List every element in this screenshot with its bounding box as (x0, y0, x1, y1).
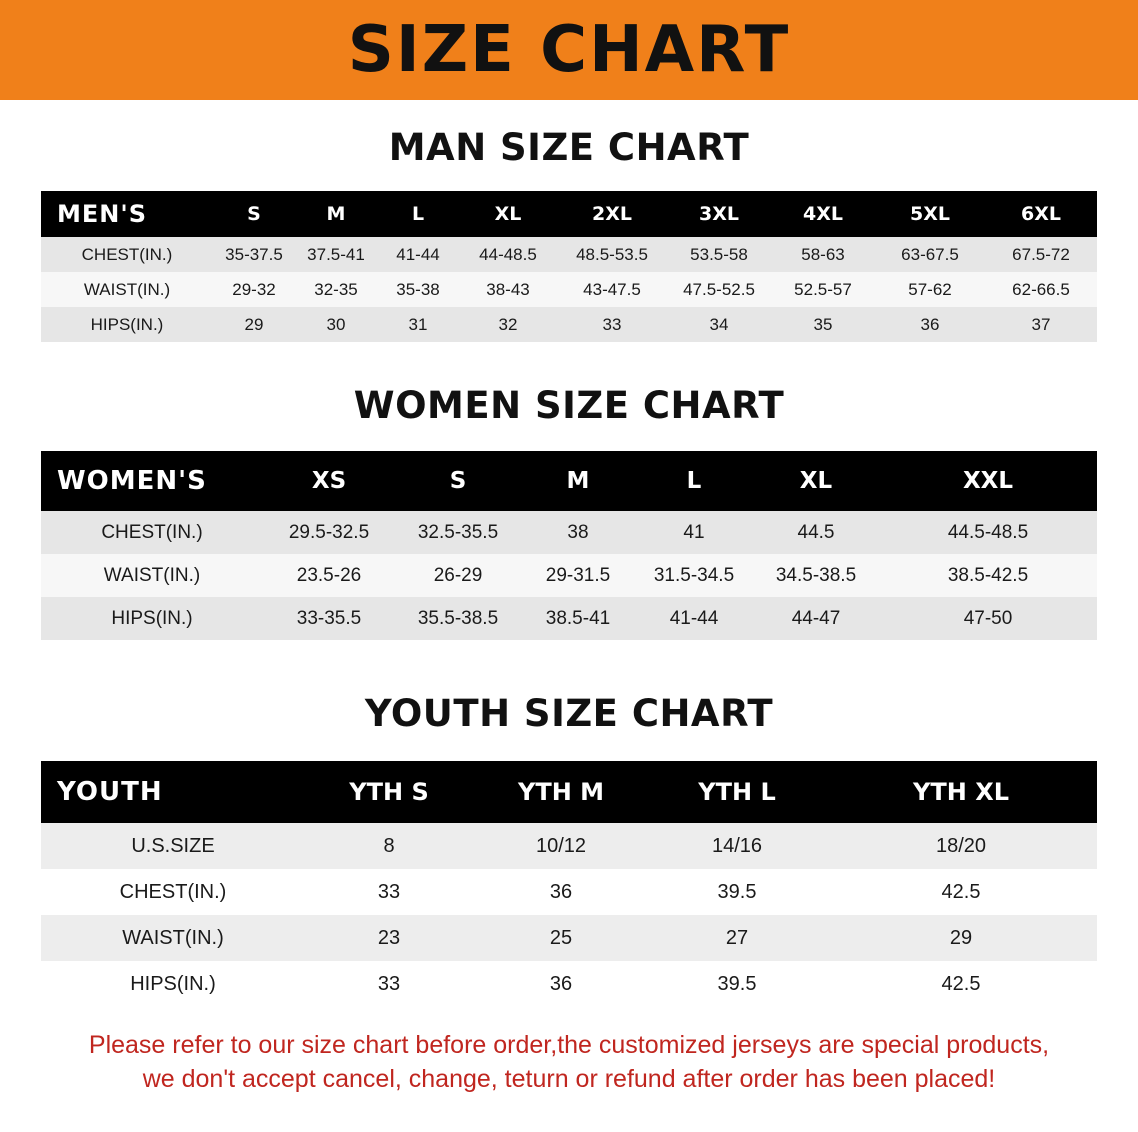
cell: 44-47 (791, 607, 841, 629)
cell: 14/16 (711, 834, 763, 857)
cell: 35-37.5 (225, 244, 283, 264)
cell: 18/20 (935, 834, 987, 857)
page-title: SIZE CHART (347, 13, 791, 87)
cell: 48.5-53.5 (576, 244, 648, 264)
cell: 42.5 (941, 972, 981, 995)
row-label: CHEST(IN.) (119, 880, 227, 903)
cell: 52.5-57 (794, 279, 852, 299)
col-header: L (686, 468, 702, 494)
row-label: WAIST(IN.) (83, 279, 171, 299)
table-row (41, 869, 1097, 915)
youth-table-wrapper (0, 761, 1138, 1007)
row-label: HIPS(IN.) (90, 314, 164, 334)
table-header-row (41, 191, 1097, 237)
table-header-row (41, 761, 1097, 823)
cell: 38 (567, 521, 589, 543)
cell: 10/12 (535, 834, 587, 857)
cell: 29 (949, 926, 973, 949)
women-section-heading: WOMEN SIZE CHART (353, 384, 785, 427)
cell: 32-35 (314, 279, 358, 299)
row-label: U.S.SIZE (131, 834, 215, 857)
row-label: HIPS(IN.) (111, 607, 193, 629)
col-header: XS (311, 468, 347, 494)
row-label: WAIST(IN.) (122, 926, 224, 949)
cell: 33 (377, 880, 401, 903)
col-header: XXL (962, 468, 1014, 494)
col-header: 6XL (1021, 203, 1061, 225)
cell: 25 (549, 926, 573, 949)
disclaimer-line-2: we don't accept cancel, change, teturn or refund after order has been placed! (142, 1064, 996, 1093)
cell: 63-67.5 (901, 244, 959, 264)
cell: 33 (377, 972, 401, 995)
col-header: YTH M (517, 778, 605, 806)
table-row (41, 237, 1097, 272)
col-header: 2XL (592, 203, 632, 225)
cell: 35 (813, 314, 833, 334)
cell: 39.5 (717, 972, 757, 995)
cell: 37.5-41 (307, 244, 365, 264)
header-banner (0, 0, 1138, 100)
man-section-heading: MAN SIZE CHART (388, 126, 750, 169)
youth-size-table (41, 761, 1097, 1007)
row-label: HIPS(IN.) (130, 972, 216, 995)
cell: 38.5-41 (545, 607, 611, 629)
disclaimer-note (40, 1029, 1098, 1097)
cell: 57-62 (908, 279, 952, 299)
col-header: 3XL (699, 203, 739, 225)
col-header-corner: YOUTH (57, 777, 163, 807)
col-header: 4XL (803, 203, 843, 225)
youth-section-heading: YOUTH SIZE CHART (364, 692, 774, 735)
cell: 34 (709, 314, 729, 334)
table-row (41, 511, 1097, 554)
cell: 29-32 (232, 279, 276, 299)
col-header: S (247, 203, 261, 225)
table-row (41, 823, 1097, 869)
cell: 38-43 (486, 279, 530, 299)
row-label: WAIST(IN.) (103, 564, 201, 586)
cell: 27 (725, 926, 749, 949)
table-row (41, 272, 1097, 307)
col-header: YTH XL (913, 778, 1009, 806)
cell: 29.5-32.5 (288, 521, 370, 543)
cell: 8 (383, 834, 395, 857)
cell: 41-44 (396, 244, 440, 264)
cell: 44-48.5 (479, 244, 537, 264)
cell: 29-31.5 (545, 564, 611, 586)
cell: 37 (1031, 314, 1051, 334)
col-header: M (566, 468, 590, 494)
cell: 26-29 (433, 564, 483, 586)
table-row (41, 961, 1097, 1007)
cell: 67.5-72 (1012, 244, 1070, 264)
women-size-table (41, 451, 1097, 640)
table-row (41, 597, 1097, 640)
women-table-wrapper (0, 451, 1138, 640)
cell: 34.5-38.5 (775, 564, 857, 586)
cell: 33 (602, 314, 622, 334)
col-header-corner: WOMEN'S (57, 466, 207, 496)
cell: 44.5-48.5 (947, 521, 1029, 543)
table-header-row (41, 451, 1097, 511)
cell: 43-47.5 (583, 279, 641, 299)
cell: 41-44 (669, 607, 719, 629)
col-header: M (326, 203, 346, 225)
cell: 47-50 (963, 607, 1013, 629)
row-label: CHEST(IN.) (81, 244, 173, 264)
cell: 32 (498, 314, 518, 334)
col-header: XL (799, 468, 833, 494)
cell: 23 (377, 926, 401, 949)
cell: 62-66.5 (1012, 279, 1070, 299)
cell: 36 (549, 972, 573, 995)
cell: 42.5 (941, 880, 981, 903)
cell: 32.5-35.5 (417, 521, 499, 543)
cell: 53.5-58 (690, 244, 748, 264)
cell: 33-35.5 (296, 607, 362, 629)
cell: 47.5-52.5 (683, 279, 755, 299)
man-size-table (41, 191, 1097, 342)
cell: 31 (408, 314, 428, 334)
col-header: YTH S (349, 778, 429, 806)
cell: 35-38 (396, 279, 440, 299)
man-table-wrapper (0, 191, 1138, 342)
col-header: 5XL (910, 203, 950, 225)
col-header-corner: MEN'S (57, 200, 147, 228)
table-row (41, 554, 1097, 597)
cell: 31.5-34.5 (653, 564, 735, 586)
cell: 30 (326, 314, 346, 334)
table-row (41, 307, 1097, 342)
cell: 58-63 (801, 244, 845, 264)
row-label: CHEST(IN.) (101, 521, 203, 543)
cell: 38.5-42.5 (947, 564, 1029, 586)
cell: 41 (683, 521, 705, 543)
cell: 36 (920, 314, 940, 334)
cell: 29 (244, 314, 264, 334)
cell: 44.5 (797, 521, 835, 543)
cell: 35.5-38.5 (417, 607, 499, 629)
col-header: YTH L (698, 778, 776, 806)
cell: 39.5 (717, 880, 757, 903)
col-header: XL (494, 203, 522, 225)
cell: 23.5-26 (296, 564, 362, 586)
col-header: S (449, 468, 467, 494)
disclaimer-line-1: Please refer to our size chart before order,the customized jerseys are special products, (88, 1031, 1050, 1059)
col-header: L (411, 203, 425, 225)
table-row (41, 915, 1097, 961)
cell: 36 (549, 880, 573, 903)
